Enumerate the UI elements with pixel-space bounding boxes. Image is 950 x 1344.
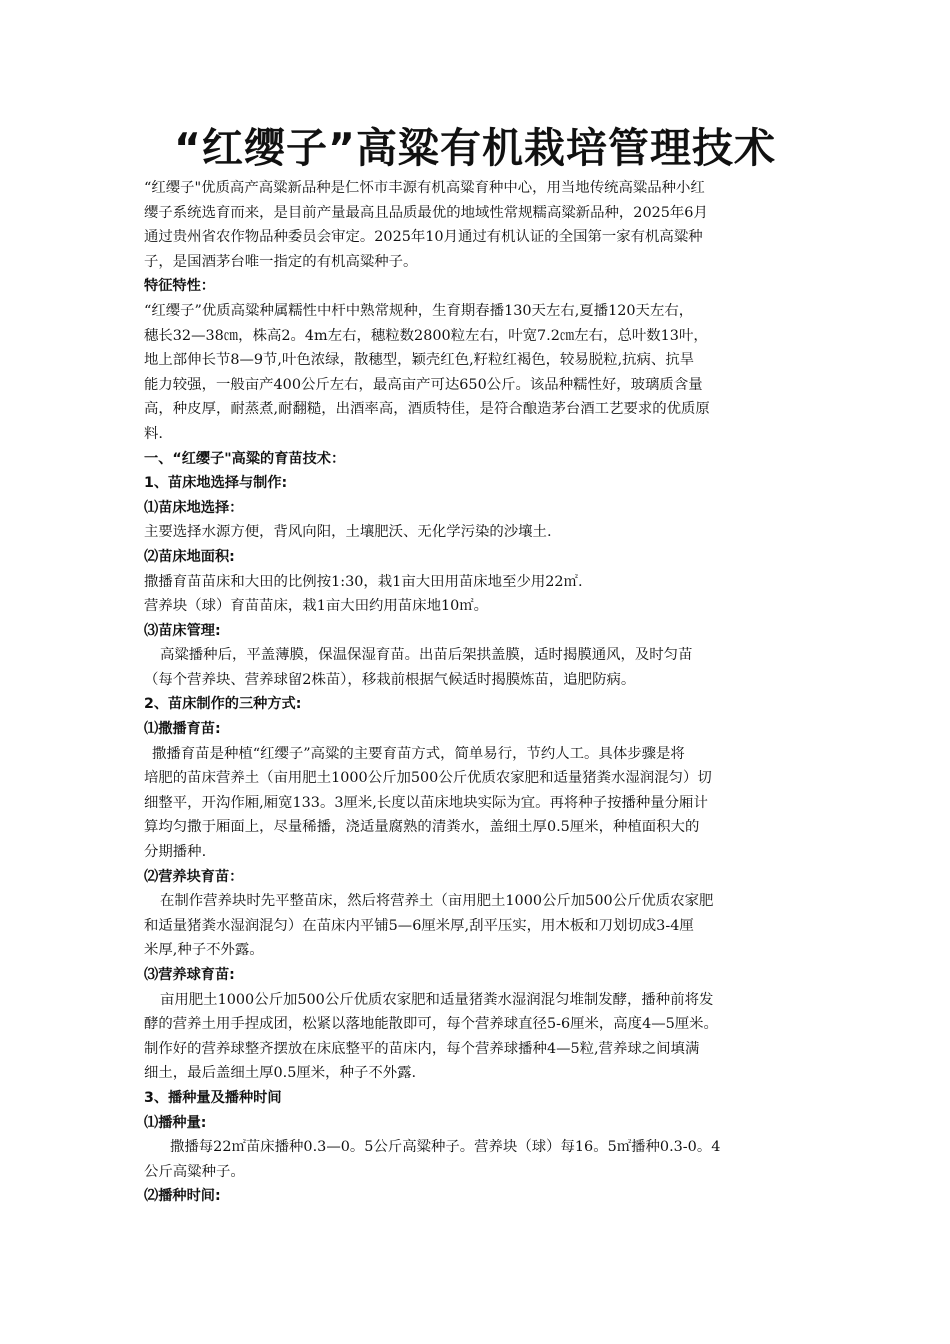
paragraph-line: 缨子系统选育而来，是目前产量最高且品质最优的地域性常规糯高粱新品种，2025年6月 (144, 204, 708, 221)
section-heading: 3、播种量及播种时间 (144, 1089, 282, 1106)
paragraph-line: 撒播育苗苗床和大田的比例按1:30，栽1亩大田用苗床地至少用22㎡. (144, 573, 583, 590)
paragraph-line: 细土，最后盖细土厚0.5厘米，种子不外露. (144, 1065, 417, 1082)
paragraph-line: 亩用肥土1000公斤加500公斤优质农家肥和适量猪粪水湿润混匀堆制发酵，播种前将发 (160, 991, 714, 1008)
paragraph-line: 撒播育苗是种植“红缨子”高粱的主要育苗方式，简单易行，节约人工。具体步骤是将 (152, 745, 685, 762)
paragraph-line: 主要选择水源方便，背风向阳，土壤肥沃、无化学污染的沙壤土. (144, 524, 552, 541)
paragraph-line: 穗长32—38㎝，株高2。4m左右，穗粒数2800粒左右，叶宽7.2㎝左右，总叶数13叶， (144, 327, 708, 344)
paragraph-line: 高粱播种后，平盖薄膜，保温保湿育苗。出苗后架拱盖膜，适时揭膜通风，及时匀苗 (160, 647, 693, 664)
paragraph-line: 米厚,种子不外露。 (144, 942, 264, 959)
section-heading: 1、苗床地选择与制作: (144, 475, 288, 492)
paragraph-line: 料. (144, 425, 163, 442)
paragraph-line: 制作好的营养球整齐摆放在床底整平的苗床内，每个营养球播种4—5粒,营养球之间填满 (144, 1040, 700, 1057)
section-heading: ⑴苗床地选择： (144, 499, 244, 516)
section-heading: ⑵播种时间: (144, 1188, 221, 1205)
section-heading: 一、“红缨子"高粱的育苗技术： (144, 450, 346, 467)
section-heading: ⑶营养球育苗: (144, 967, 235, 983)
section-heading: 特征特性： (144, 278, 215, 295)
paragraph-line: 能力较强，一般亩产400公斤左右，最高亩产可达650公斤。该品种糯性好，玻璃质含量 (144, 376, 703, 393)
section-heading: ⑴播种量: (144, 1114, 207, 1131)
paragraph-line: 细整平，开沟作厢,厢宽133。3厘米,长度以苗床地块实际为宜。再将种子按播种量分厢计 (144, 794, 708, 811)
section-heading: ⑴撒播育苗: (144, 721, 221, 738)
document-body (144, 176, 824, 1209)
paragraph-line: 在制作营养块时先平整苗床，然后将营养土（亩用肥土1000公斤加500公斤优质农家肥 (160, 893, 714, 910)
paragraph-line: 子，是国酒茅台唯一指定的有机高粱种子。 (144, 253, 418, 270)
document-title: “红缨子”高粱有机栽培管理技术 (174, 124, 776, 172)
section-heading: ⑶苗床管理: (144, 622, 221, 639)
paragraph-line: “红缨子"优质高产高粱新品种是仁怀市丰源有机高粱育种中心，用当地传统高粱品种小红 (144, 180, 705, 196)
paragraph-line: 撒播每22㎡苗床播种0.3—0。5公斤高粱种子。营养块（球）每16。5㎡播种0.3-0。4 (170, 1139, 721, 1156)
section-heading: ⑵营养块育苗： (144, 868, 244, 885)
section-heading: ⑵苗床地面积: (144, 548, 235, 565)
paragraph-line: 酵的营养土用手捏成团，松紧以落地能散即可，每个营养球直径5-6厘米，高度4—5厘米。 (144, 1016, 718, 1033)
paragraph-line: 营养块（球）育苗苗床，栽1亩大田约用苗床地10㎡。 (144, 598, 489, 615)
section-heading: 2、苗床制作的三种方式: (144, 696, 302, 713)
paragraph-line: 地上部伸长节8—9节,叶色浓绿，散穗型，颖壳红色,籽粒红褐色，较易脱粒,抗病、抗旱 (144, 352, 695, 369)
paragraph-line: 分期播种. (144, 844, 207, 861)
paragraph-line: 高，种皮厚，耐蒸煮,耐翻糙，出酒率高，酒质特佳，是符合酿造茅台酒工艺要求的优质原 (144, 401, 710, 418)
paragraph-line: 通过贵州省农作物品种委员会审定。2025年10月通过有机认证的全国第一家有机高粱种 (144, 229, 703, 246)
paragraph-line: “红缨子”优质高粱种属糯性中杆中熟常规种，生育期春播130天左右,夏播120天左右， (144, 302, 694, 319)
paragraph-line: （每个营养块、营养球留2株苗），移栽前根据气候适时揭膜炼苗，追肥防病。 (144, 671, 636, 688)
paragraph-line: 和适量猪粪水湿润混匀）在苗床内平铺5—6厘米厚,刮平压实，用木板和刀划切成3-4厘 (144, 917, 694, 934)
paragraph-line: 算均匀撒于厢面上，尽量稀播，浇适量腐熟的清粪水，盖细土厚0.5厘米，种植面积大的 (144, 819, 700, 836)
paragraph-line: 公斤高粱种子。 (144, 1163, 245, 1180)
paragraph-line: 培肥的苗床营养土（亩用肥土1000公斤加500公斤优质农家肥和适量猪粪水湿润混匀）切 (144, 770, 712, 787)
